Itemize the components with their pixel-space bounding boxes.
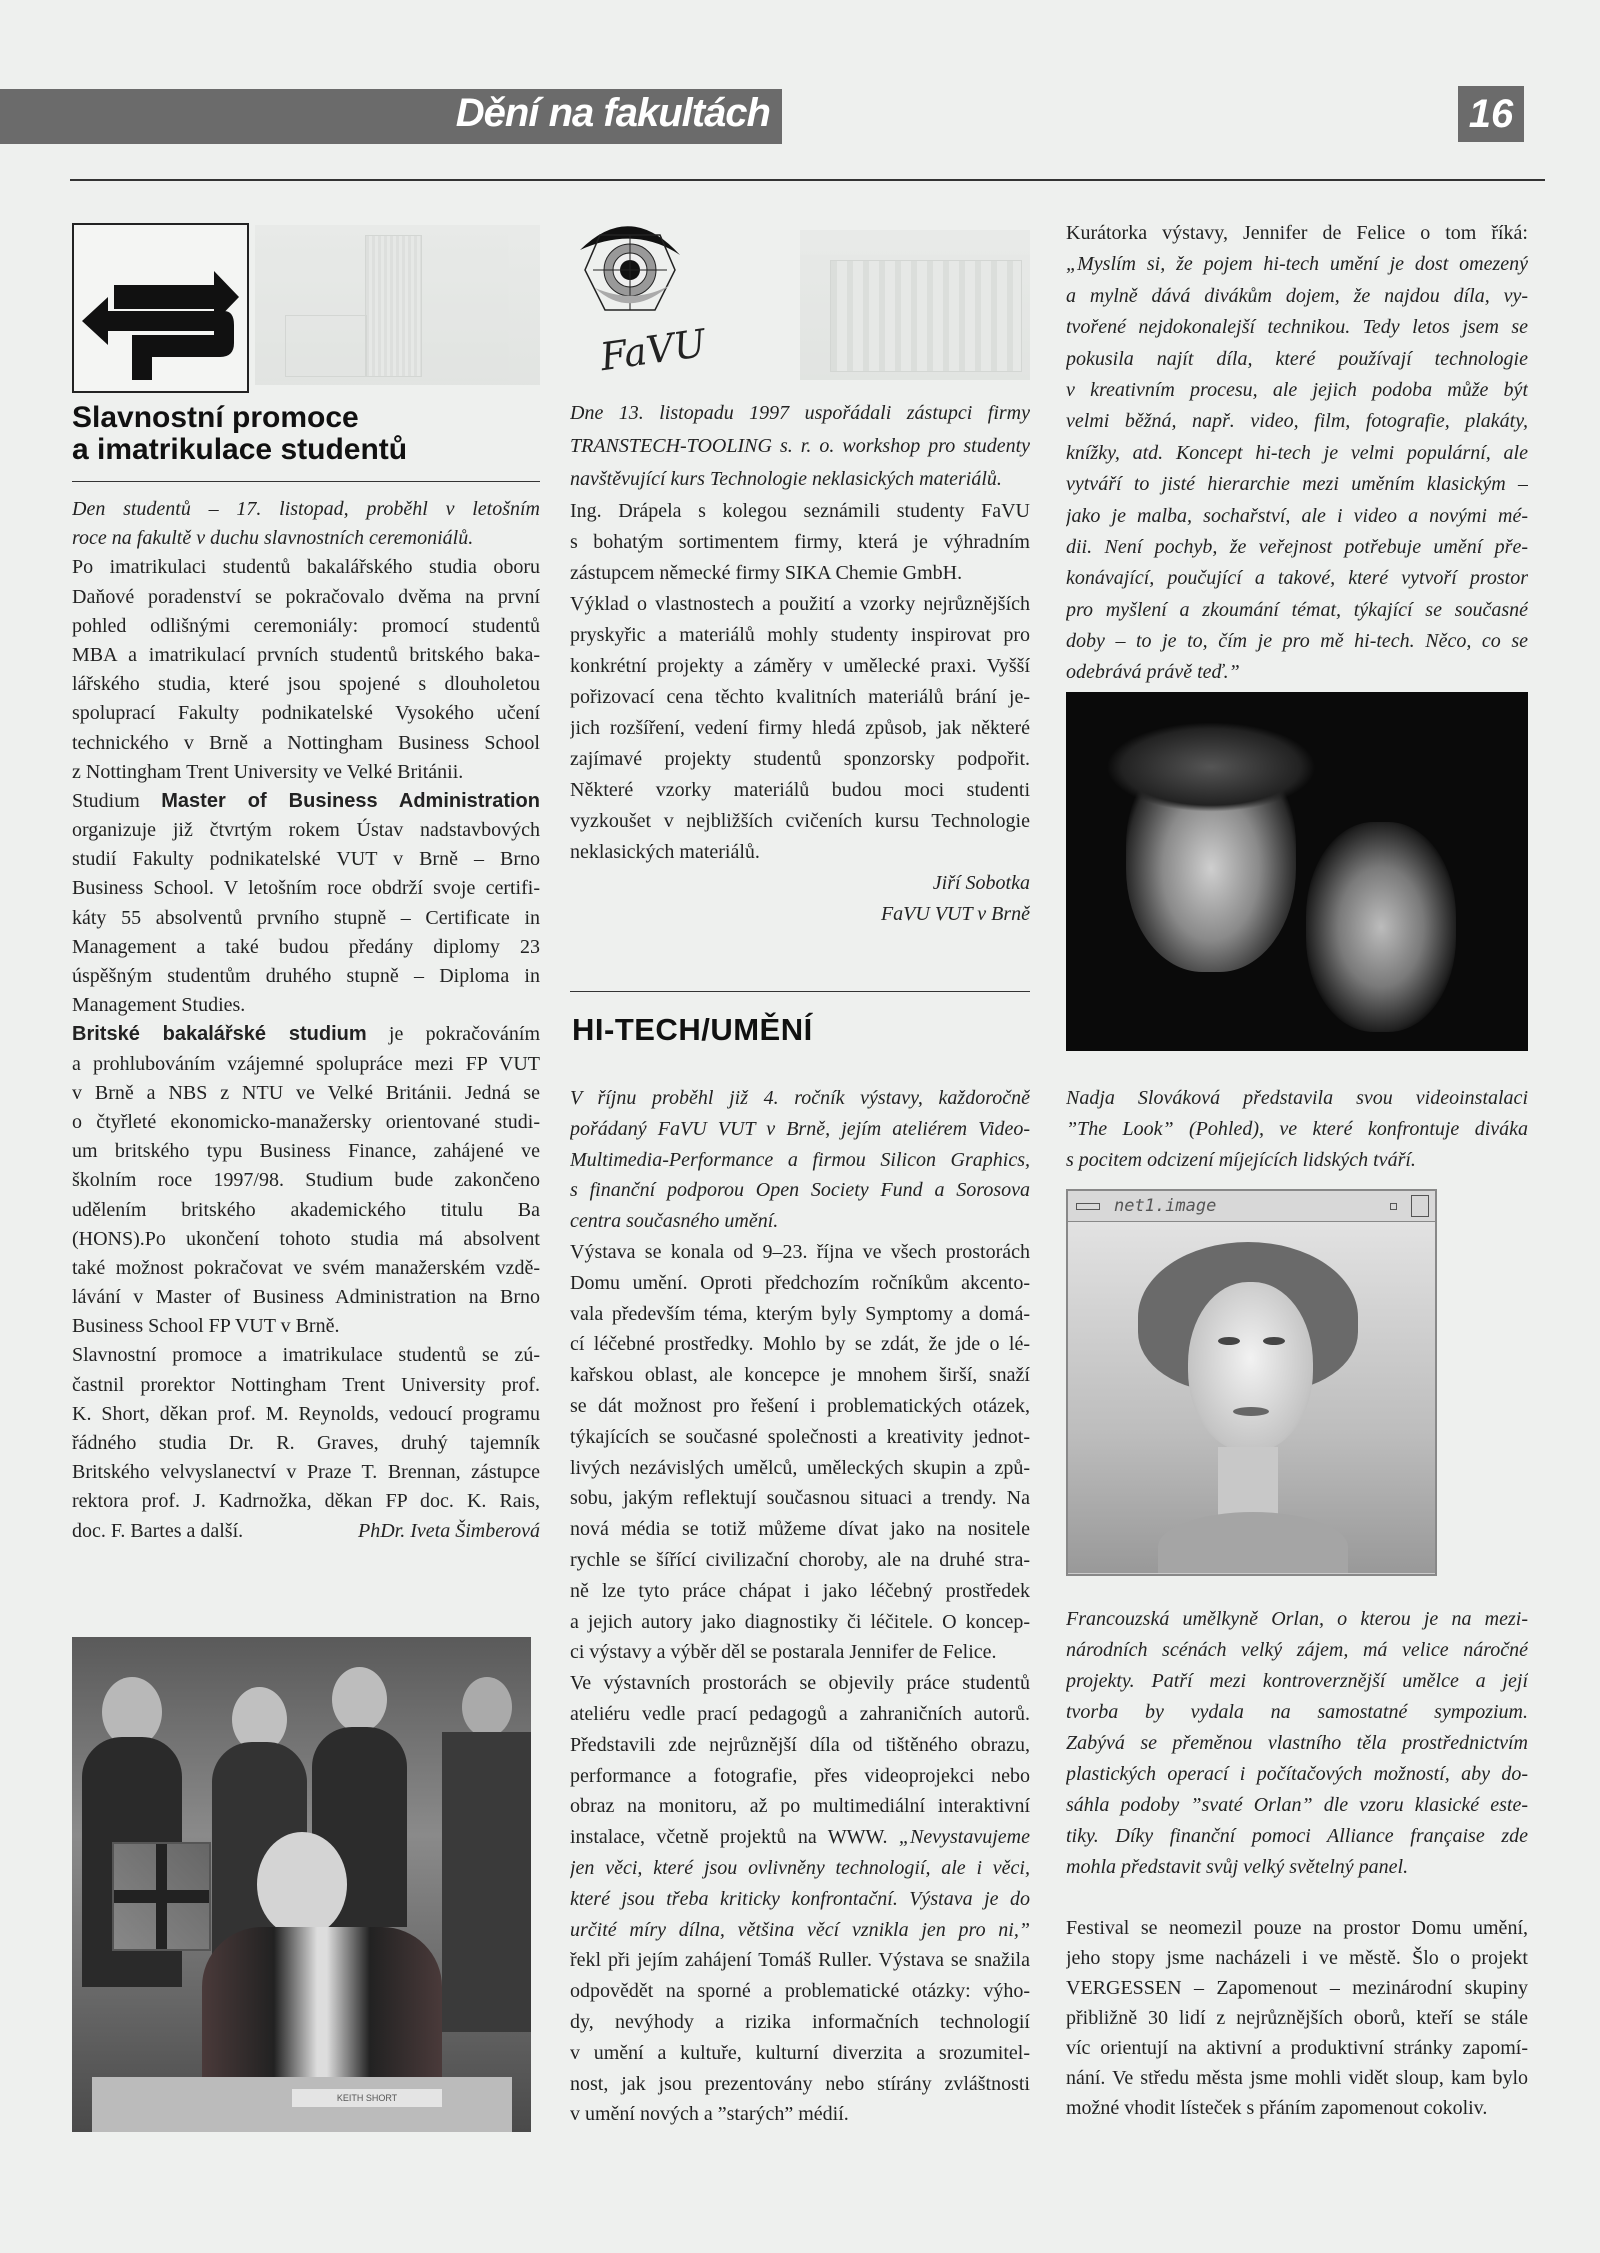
- window-titlebar: [1068, 1191, 1435, 1222]
- text-line: Nadja Slováková představila svou videoinstalaci: [1066, 1087, 1528, 1109]
- text-line: nání. Ve středu města jsme mohli vidět sloup, kam bylo: [1066, 2067, 1528, 2089]
- bold-lead-text: Master of Business Administration: [161, 789, 540, 812]
- text-line: Kurátorka výstavy, Jennifer de Felice o tom říká:: [1066, 222, 1528, 244]
- text-line: také možnost pokračovat ve svém manažerském vzdě-: [72, 1256, 540, 1279]
- text-line: VERGESSEN – Zapomenout – mezinárodní skupiny: [1066, 1977, 1528, 1999]
- text-line: neklasických materiálů.: [570, 841, 760, 863]
- favu-logo-text: FaVU: [597, 320, 709, 380]
- heading-line: a imatrikulace studentů: [72, 433, 408, 466]
- text-line: školním roce 1997/98. Studium bude zakončeno: [72, 1169, 540, 1192]
- net1-image-window: [1066, 1189, 1437, 1576]
- festival-paragraph: [1066, 1913, 1528, 2123]
- orlan-portrait: [1068, 1222, 1435, 1573]
- nameplate: KEITH SHORT: [292, 2089, 442, 2107]
- text-line: Management Studies.: [72, 994, 246, 1017]
- ceremony-photo: [72, 1637, 531, 2132]
- text-line: obraz na monitoru, až po multimediální interaktivní: [570, 1795, 1030, 1818]
- text-line: (HONS).Po ukončení tohoto studia má absolvent: [72, 1227, 540, 1250]
- caption-orlan: [1066, 1604, 1528, 1883]
- text-line: TRANSTECH-TOOLING s. r. o. workshop pro studenty: [570, 435, 1030, 457]
- page-number: 16: [1458, 86, 1524, 142]
- text-line: konávající, poučující a takové, které vytvoří prostor: [1066, 567, 1528, 590]
- text-line: dii. Není pochyb, že veřejnost potřebuje umění pře-: [1066, 535, 1528, 558]
- text-line: Jiří Sobotka: [932, 872, 1030, 894]
- text-line: dy, nevýhody a rizika informačních technologií: [570, 2010, 1030, 2033]
- text-line: Multimedia-Performance a firmou Silicon Graphics,: [570, 1148, 1030, 1171]
- window-title: net1.image: [1114, 1196, 1217, 1216]
- text-line: a prohlubováním vzájemné spolupráce mezi FP VUT: [72, 1052, 540, 1075]
- text-line: nost, jak jsou prezentovány nebo stírány zvláštnosti: [570, 2072, 1030, 2095]
- text-line: a mylně dává divákům dojem, že najdou díla, vy-: [1066, 284, 1528, 307]
- text-line: jako je malba, sochařství, ale i video a novými mé-: [1066, 504, 1528, 527]
- faded-building-image: [255, 225, 540, 385]
- text-line: FaVU VUT v Brně: [880, 903, 1030, 925]
- text-line: Business School FP VUT v Brně.: [72, 1315, 340, 1338]
- text-line: řekl při jejím zahájení Tomáš Ruller. Výstava se snažila: [570, 1949, 1030, 1972]
- text-line: Po imatrikulaci studentů bakalářského studia oboru: [72, 556, 540, 579]
- text-line: jeho stopy jsme nacházeli i ve městě. Šlo o projekt: [1066, 1947, 1528, 1969]
- text-line: centra současného umění.: [570, 1210, 779, 1233]
- text-line: performance a fotografie, přes videoprojekci nebo: [570, 1764, 1030, 1787]
- text-line: um britského typu Business Finance, zahájené ve: [72, 1140, 540, 1163]
- window-minimize-icon[interactable]: [1390, 1203, 1397, 1210]
- text-line: pohled odlišnými ceremoniály: promocí studentů: [72, 614, 540, 637]
- text-line: MBA a imatrikulací prvních studentů britského baka-: [72, 643, 540, 666]
- text-line: [72, 1020, 540, 1049]
- text-line: pro myšlení a zkoumání témat, týkající se současné: [1066, 598, 1528, 621]
- window-maximize-icon[interactable]: [1411, 1195, 1429, 1217]
- text-line: Festival se neomezil pouze na prostor Domu umění,: [1066, 1917, 1528, 1939]
- text-line: Výklad o vlastnostech a použití a vzorky nejrůznějších: [570, 593, 1030, 615]
- text-line: týkajících se současné společnosti a kreativity jednot-: [570, 1425, 1030, 1448]
- window-menu-icon[interactable]: [1076, 1203, 1100, 1210]
- article-heading-promoce: [72, 402, 542, 466]
- text-line: plastických operací i počítačových možností, aby do-: [1066, 1763, 1528, 1785]
- curator-quote: [1066, 218, 1528, 689]
- text-line: knížky, atd. Koncept hi-tech je velmi populární, ale: [1066, 441, 1528, 464]
- text-line: v umění nových a ”starých” médií.: [570, 2103, 849, 2126]
- author-signature: PhDr. Iveta Šimberová: [358, 1519, 540, 1542]
- text-line: pořádaný FaVU VUT v Brně, jejím ateliérem Video-: [570, 1117, 1030, 1140]
- text-line: [72, 1517, 540, 1546]
- fp-logo-icon: [74, 225, 247, 391]
- text-line: v kreativním procesu, ale jejich podoba může být: [1066, 378, 1528, 401]
- text-line: Francouzská umělkyně Orlan, o kterou je na mezi-: [1066, 1608, 1528, 1630]
- text-line: V říjnu proběhl již 4. ročník výstavy, každoročně: [570, 1087, 1030, 1109]
- section-header-bar: [0, 89, 782, 144]
- text-line: ci výstavy a výběr děl se postarala Jennifer de Felice.: [570, 1641, 997, 1664]
- text-line: cí léčebné prostředky. Mohlo by se zdát, že jde o lé-: [570, 1333, 1030, 1356]
- text-line: livých nezávislých umělců, uměleckých skupin a způ-: [570, 1456, 1030, 1479]
- the-look-video-still: [1066, 692, 1528, 1051]
- text-line: lávání v Master of Business Administration na Brno: [72, 1286, 540, 1309]
- text-line: vyzkoušet v nejbližších cvičeních kursu Technologie: [570, 810, 1030, 832]
- text-line: roce na fakultě v duchu slavnostních ceremoniálů.: [72, 527, 474, 550]
- text-line: Britského velvyslanectví v Praze T. Brennan, zástupce: [72, 1461, 540, 1484]
- text-line: lářského studia, které jsou spojené s dlouholetou: [72, 673, 540, 696]
- text-line: možné vhodit lísteček s přáním zapomenout cokoliv.: [1066, 2097, 1488, 2119]
- text-line: v Brně a NBS z NTU ve Velké Británii. Jedná se: [72, 1081, 540, 1104]
- header-rule: [70, 179, 1545, 181]
- text-line: Management a také budou předány diplomy 23: [72, 935, 540, 958]
- caption-the-look: [1066, 1083, 1528, 1176]
- text-segment: „Nevystavujeme: [898, 1826, 1030, 1849]
- text-line: technického v Brně a Nottingham Business School: [72, 731, 540, 754]
- eye-logo-icon: [575, 210, 685, 330]
- fp-faculty-logo: [72, 223, 249, 393]
- heading-rule: [72, 481, 540, 482]
- text-line: pryskyřic a materiálů mohly studenty inspirovat pro: [570, 624, 1030, 646]
- text-line: o čtyřleté ekonomicko-manažersky orientované studi-: [72, 1110, 540, 1133]
- text-segment: jen věci, které jsou ovlivněny technologií, ale i věci,: [570, 1856, 1030, 1879]
- text-line: vytváří to jisté hierarchie mezi uměním klasickým –: [1066, 473, 1528, 496]
- section-title: Dění na fakultách: [455, 91, 770, 135]
- text-line: Představili zde nejrůznější díla od tištěného obrazu,: [570, 1733, 1030, 1756]
- text-segment: určité míry dílna, většina věcí vznikla jen pro ni,”: [570, 1918, 1030, 1941]
- text-line: Zabývá se přeměnou vlastního těla prostřednictvím: [1066, 1732, 1528, 1754]
- text-line: [570, 1822, 1030, 1853]
- text-line: kařskou oblast, ale koncepce je mnohem širší, snaží: [570, 1364, 1030, 1387]
- text-line: ně lze tyto práce chápat i jako léčebný prostředek: [570, 1579, 1030, 1602]
- text-line: sáhla podoby ”svaté Orlan” dle vzoru klasické este-: [1066, 1794, 1528, 1816]
- text-line: [570, 1853, 1030, 1884]
- faded-building-image: [800, 230, 1030, 380]
- text-line: „Myslím si, že pojem hi-tech umění je dost omezený: [1066, 253, 1528, 276]
- text-line: doby – to je to, čím je pro mě hi-tech. Něco, co se: [1066, 630, 1528, 653]
- text-line: v umění a kultuře, kulturní diverzita a srozumitel-: [570, 2041, 1030, 2064]
- text-line: z Nottingham Trent University ve Velké Británii.: [72, 760, 464, 783]
- text-line: přibližně 30 lidí z nejrůznějších oborů, kteří se stále: [1066, 2007, 1528, 2029]
- text-segment: je pokračováním: [366, 1023, 540, 1046]
- text-line: Slavnostní promoce a imatrikulace studentů se zú-: [72, 1344, 540, 1367]
- text-line: ateliéru vedle prací pedagogů a zahraničních autorů.: [570, 1702, 1030, 1725]
- text-line: Ing. Drápela s kolegou seznámili studenty FaVU: [570, 500, 1030, 522]
- text-line: velmi běžná, např. video, film, fotografie, plakáty,: [1066, 410, 1528, 433]
- text-segment: které jsou třeba kriticky konfrontační. Výstava je do: [570, 1887, 1030, 1910]
- text-line: a jejich autory jako diagnostiky či léčitele. O koncep-: [570, 1610, 1030, 1633]
- text-line: udělením britského akademického titulu Ba: [72, 1198, 540, 1221]
- text-line: národních scénách velký zájem, má velice náročné: [1066, 1639, 1528, 1661]
- text-segment: Studium: [72, 789, 162, 812]
- text-line: zástupcem německé firmy SIKA Chemie GmbH.: [570, 562, 963, 584]
- text-line: [570, 1884, 1030, 1915]
- text-line: vala především téma, kterým byly Symptomy a domá-: [570, 1302, 1030, 1325]
- heading-line: Slavnostní promoce: [72, 401, 359, 434]
- text-segment: doc. F. Bartes a další.: [72, 1519, 244, 1542]
- text-line: Daňové poradenství se pokračovalo dvěma na první: [72, 585, 540, 608]
- text-line: spoluprací Fakulty podnikatelské Vysokého učení: [72, 702, 540, 725]
- text-line: zajímavé projekty studentů sponzorsky podpořit.: [570, 748, 1030, 770]
- text-line: úspěšným studentům druhého stupně – Diploma in: [72, 965, 540, 987]
- text-line: řádného studia Dr. R. Graves, druhý tajemník: [72, 1432, 540, 1454]
- text-line: s pocitem odcizení míjejících lidských tváří.: [1066, 1149, 1416, 1171]
- text-line: pokusila najít díla, které používají technologie: [1066, 347, 1528, 370]
- bold-lead-text: Britské bakalářské studium: [72, 1023, 367, 1046]
- text-line: víc orientují na aktivní a produktivní stránky zapomí-: [1066, 2037, 1528, 2059]
- text-segment: instalace, včetně projektů na WWW.: [570, 1826, 899, 1849]
- text-line: [72, 787, 540, 816]
- text-line: mohla představit svůj velký světelný panel.: [1066, 1856, 1409, 1878]
- text-line: odebrává právě teď.”: [1066, 661, 1240, 684]
- text-line: konkrétní projekty a záměry v umělecké praxi. Vyšší: [570, 655, 1030, 677]
- text-line: Ve výstavních prostorách se objevily práce studentů: [570, 1672, 1030, 1695]
- text-line: rychle se šířící civilizační choroby, ale na druhé stra-: [570, 1548, 1030, 1571]
- favu-logo: [575, 210, 709, 385]
- text-line: Některé vzorky materiálů budou moci studenti: [570, 779, 1030, 801]
- text-line: Výstava se konala od 9–23. října ve všech prostorách: [570, 1240, 1030, 1263]
- text-line: [570, 1915, 1030, 1946]
- text-line: studií Fakulty podnikatelské VUT v Brně – Brno: [72, 848, 540, 871]
- text-line: sobu, jakým reflektují současnou situaci a trendy. Na: [570, 1487, 1030, 1510]
- article-body-promoce: [72, 495, 540, 1546]
- article-heading-hitech: HI-TECH/UMĚNÍ: [572, 1012, 813, 1047]
- text-line: rektora prof. J. Kadrnožka, děkan FP doc. K. Rais,: [72, 1490, 540, 1513]
- article-body-workshop: [570, 397, 1030, 930]
- text-line: Domu umění. Oproti předchozím ročníkům akcento-: [570, 1271, 1030, 1294]
- text-line: nová média se totiž můžeme dívat jako na nositele: [570, 1518, 1030, 1541]
- article-body-hitech: [570, 1083, 1030, 2130]
- text-line: s bohatým sortimentem firmy, která je výhradním: [570, 531, 1030, 553]
- text-line: Dne 13. listopadu 1997 uspořádali zástupci firmy: [570, 402, 1030, 424]
- text-line: tvorba by vydala na samostatné sympozium.: [1066, 1701, 1528, 1723]
- text-line: organizuje již čtvrtým rokem Ústav nadstavbových: [72, 819, 540, 842]
- text-line: odpovědět na sporné a problematické otázky: výho-: [570, 1980, 1030, 2003]
- text-line: Den studentů – 17. listopad, proběhl v letošním: [72, 498, 540, 520]
- text-line: s finanční podporou Open Society Fund a Sorosova: [570, 1179, 1030, 1202]
- text-line: se dát možnost pro řešení i problematických otázek,: [570, 1394, 1030, 1417]
- text-line: častnil prorektor Nottingham Trent University prof.: [72, 1373, 540, 1396]
- text-line: pořizovací cena těchto kvalitních materiálů brání je-: [570, 686, 1030, 708]
- text-line: ”The Look” (Pohled), ve které konfrontuje diváka: [1066, 1118, 1528, 1140]
- text-line: K. Short, děkan prof. M. Reynolds, vedoucí programu: [72, 1402, 540, 1425]
- section-rule: [570, 991, 1030, 992]
- union-jack-flag: [112, 1842, 211, 1951]
- text-line: Business School. V letošním roce obdrží svoje certifi-: [72, 877, 540, 900]
- text-line: tvořené nejdokonalejší technikou. Tedy letos jsem se: [1066, 316, 1528, 339]
- text-line: navštěvující kurs Technologie neklasických materiálů.: [570, 468, 1002, 490]
- text-line: káty 55 absolventů prvního stupně – Certificate in: [72, 906, 540, 929]
- text-line: tiky. Díky finanční pomoci Alliance française zde: [1066, 1825, 1528, 1847]
- text-line: projekty. Patří mezi kontroverznější umělce a její: [1066, 1670, 1528, 1692]
- text-line: jich rozšíření, vedení firmy hledá způsob, jak některé: [570, 717, 1030, 739]
